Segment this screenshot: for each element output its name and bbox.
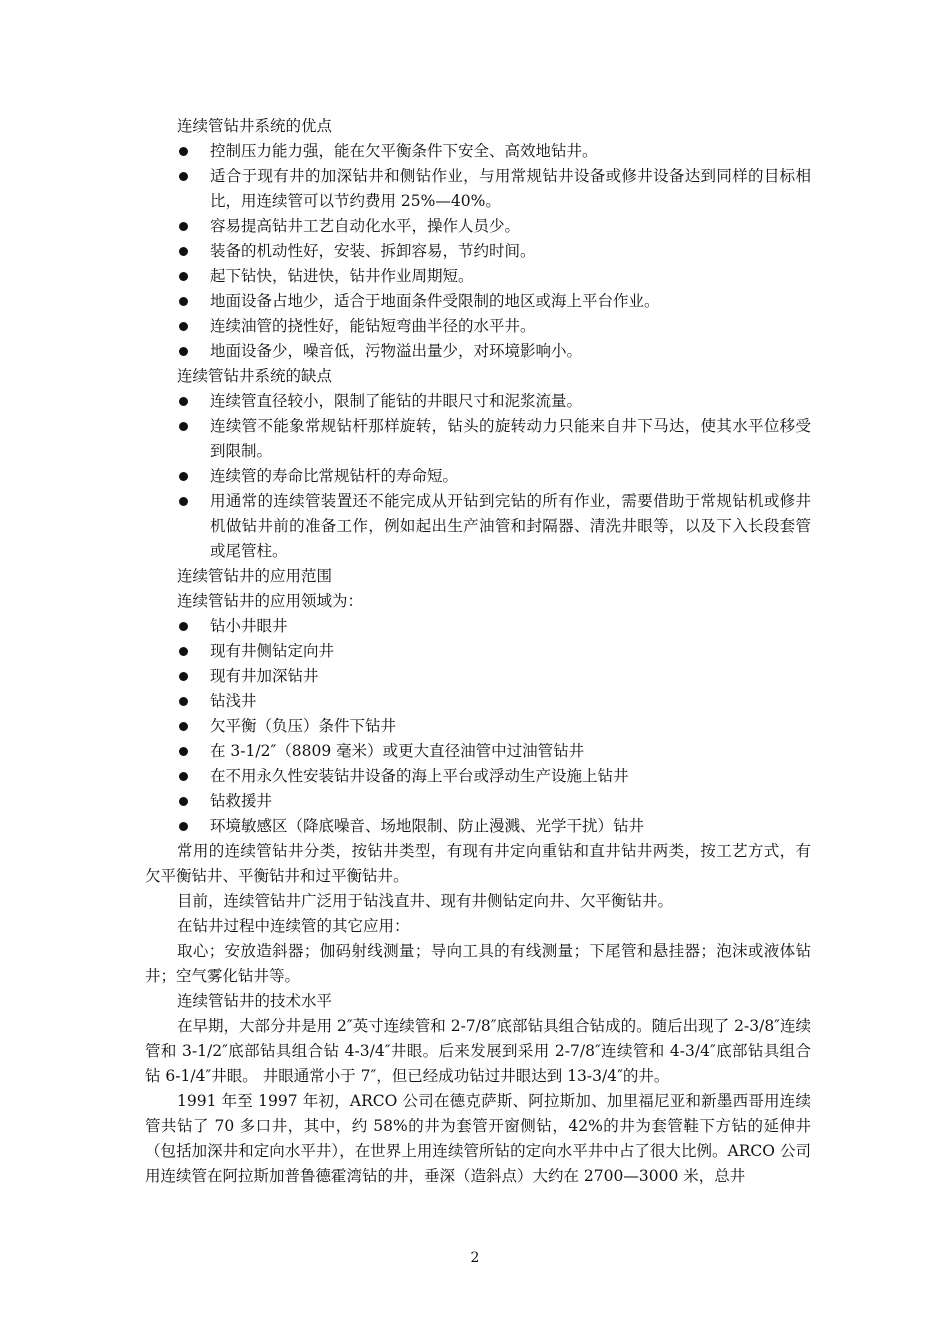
- list-item: 在 3-1/2″（8809 毫米）或更大直径油管中过油管钻井: [145, 739, 811, 764]
- paragraph: 常用的连续管钻井分类，按钻井类型，有现有井定向重钻和直井钻井两类，按工艺方式，有欠平衡钻井、平衡钻井和过平衡钻井。: [145, 842, 811, 885]
- list-item: 控制压力能力强，能在欠平衡条件下安全、高效地钻井。: [145, 139, 811, 164]
- disadvantages-list: [145, 389, 811, 564]
- list-item: 装备的机动性好，安装、拆卸容易，节约时间。: [145, 239, 811, 264]
- list-item: 容易提高钻井工艺自动化水平，操作人员少。: [145, 214, 811, 239]
- paragraph: 取心；安放造斜器；伽码射线测量；导向工具的有线测量；下尾管和悬挂器；泡沫或液体钻井；空气雾化钻井等。: [145, 942, 811, 985]
- bullet-icon: [179, 822, 188, 831]
- list-item: 环境敏感区（降底噪音、场地限制、防止漫溅、光学干扰）钻井: [145, 814, 811, 839]
- advantages-heading: 连续管钻井系统的优点: [177, 117, 333, 135]
- list-item: 欠平衡（负压）条件下钻井: [145, 714, 811, 739]
- paragraph: 在早期，大部分井是用 2″英寸连续管和 2-7/8″底部钻具组合钻成的。随后出现了 2-3/8″连续管和 3-1/2″底部钻具组合钻 4-3/4″井眼。后来发展到采用 2-7/8″连续管和 4-3/4″底部钻具组合钻 6-1/4″井眼。 井眼通常小于 7″，但已经成功钻过井眼达到 13-3/4″的井。: [145, 1017, 811, 1085]
- bullet-icon: [179, 622, 188, 631]
- list-item: 钻小井眼井: [145, 614, 811, 639]
- bullet-icon: [179, 297, 188, 306]
- list-item: 起下钻快，钻进快，钻井作业周期短。: [145, 264, 811, 289]
- paragraph: 1991 年至 1997 年初，ARCO 公司在德克萨斯、阿拉斯加、加里福尼亚和新墨西哥用连续管共钻了 70 多口井，其中，约 58%的井为套管开窗侧钻，42%的井为套管鞋下方钻的延伸井（包括加深井和定向水平井），在世界上用连续管所钻的定向水平井中占了很大比例。ARCO 公司用连续管在阿拉斯加普鲁德霍湾钻的井，垂深（造斜点）大约在 2700—3000 米，总井: [145, 1092, 811, 1185]
- list-item: 连续油管的挠性好，能钻短弯曲半径的水平井。: [145, 314, 811, 339]
- list-item: 地面设备少，噪音低，污物溢出量少，对环境影响小。: [145, 339, 811, 364]
- list-item: 适合于现有井的加深钻井和侧钻作业，与用常规钻井设备或修井设备达到同样的目标相比，用连续管可以节约费用 25%—40%。: [145, 164, 811, 214]
- bullet-icon: [179, 422, 188, 431]
- page-content: [145, 114, 811, 1189]
- list-item: 现有井加深钻井: [145, 664, 811, 689]
- paragraph: 目前，连续管钻井广泛用于钻浅直井、现有井侧钻定向井、欠平衡钻井。: [177, 892, 674, 910]
- applications-intro: 连续管钻井的应用领域为：: [177, 592, 364, 610]
- bullet-icon: [179, 697, 188, 706]
- paragraph: 在钻井过程中连续管的其它应用：: [177, 917, 410, 935]
- list-item: 用通常的连续管装置还不能完成从开钻到完钻的所有作业，需要借助于常规钻机或修井机做钻井前的准备工作，例如起出生产油管和封隔器、清洗井眼等，以及下入长段套管或尾管柱。: [145, 489, 811, 564]
- list-item: 现有井侧钻定向井: [145, 639, 811, 664]
- list-item: 在不用永久性安装钻井设备的海上平台或浮动生产设施上钻井: [145, 764, 811, 789]
- bullet-icon: [179, 247, 188, 256]
- list-item: 连续管不能象常规钻杆那样旋转，钻头的旋转动力只能来自井下马达，使其水平位移受到限制。: [145, 414, 811, 464]
- bullet-icon: [179, 647, 188, 656]
- list-item: 连续管的寿命比常规钻杆的寿命短。: [145, 464, 811, 489]
- bullet-icon: [179, 472, 188, 481]
- bullet-icon: [179, 797, 188, 806]
- bullet-icon: [179, 397, 188, 406]
- bullet-icon: [179, 147, 188, 156]
- list-item: 钻救援井: [145, 789, 811, 814]
- page-number: 2: [470, 1250, 480, 1266]
- disadvantages-heading: 连续管钻井系统的缺点: [177, 367, 333, 385]
- list-item: 地面设备占地少，适合于地面条件受限制的地区或海上平台作业。: [145, 289, 811, 314]
- bullet-icon: [179, 347, 188, 356]
- bullet-icon: [179, 497, 188, 506]
- bullet-icon: [179, 272, 188, 281]
- bullet-icon: [179, 672, 188, 681]
- bullet-icon: [179, 747, 188, 756]
- bullet-icon: [179, 172, 188, 181]
- bullet-icon: [179, 322, 188, 331]
- list-item: 连续管直径较小，限制了能钻的井眼尺寸和泥浆流量。: [145, 389, 811, 414]
- bullet-icon: [179, 222, 188, 231]
- technical-heading: 连续管钻井的技术水平: [177, 992, 333, 1010]
- advantages-list: [145, 139, 811, 364]
- bullet-icon: [179, 772, 188, 781]
- applications-list: [145, 614, 811, 839]
- bullet-icon: [179, 722, 188, 731]
- applications-heading: 连续管钻井的应用范围: [177, 567, 333, 585]
- list-item: 钻浅井: [145, 689, 811, 714]
